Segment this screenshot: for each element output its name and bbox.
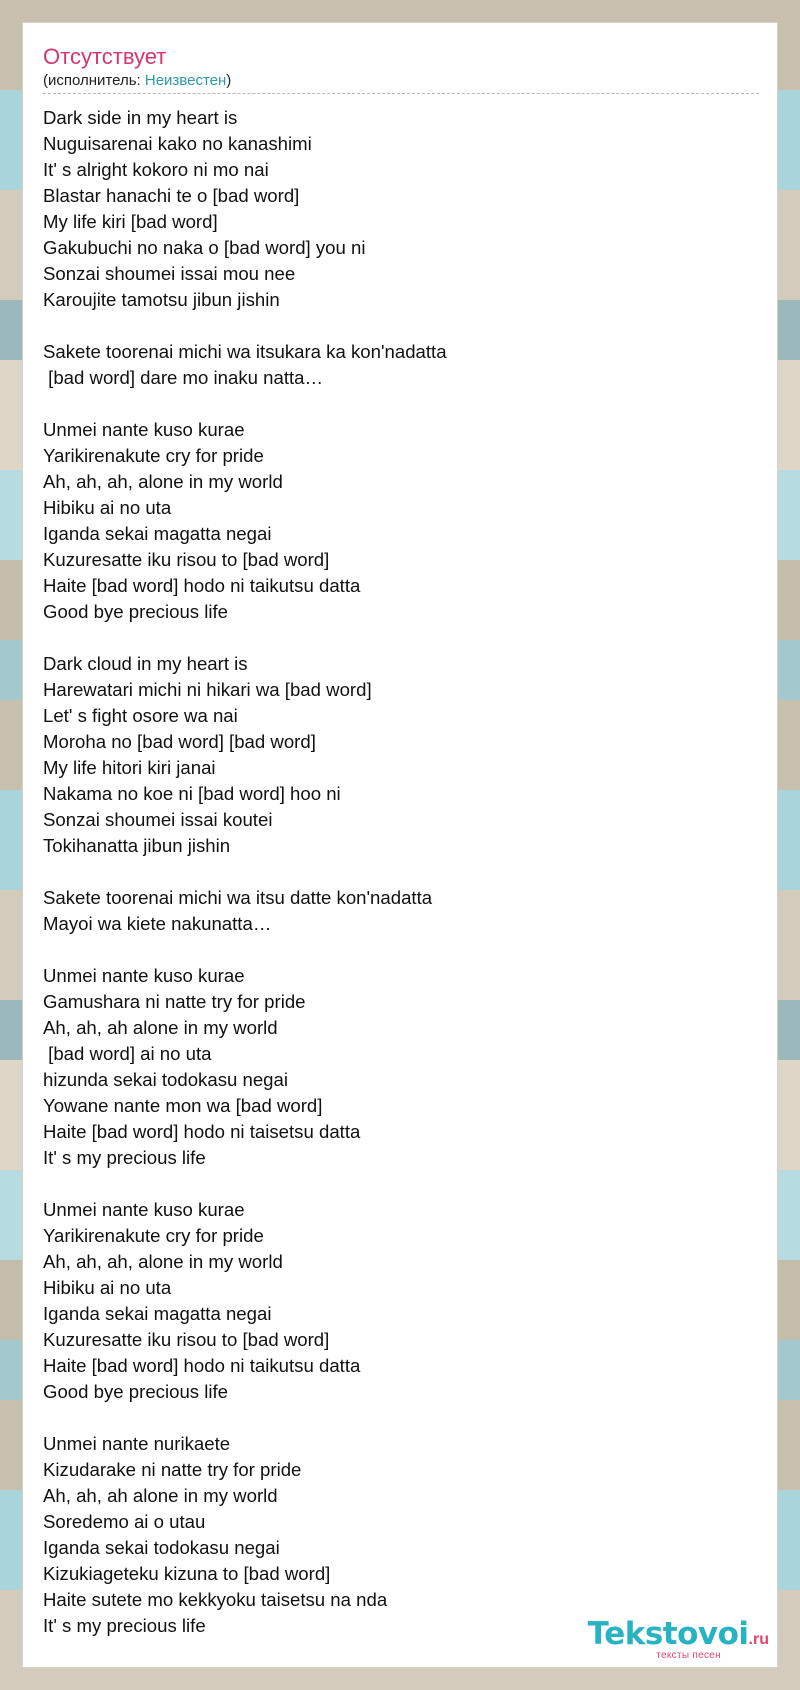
lyrics-line: It' s alright kokoro ni mo nai [43, 159, 269, 180]
lyrics-line: Ah, ah, ah alone in my world [43, 1485, 278, 1506]
lyrics-line: It' s my precious life [43, 1615, 206, 1636]
lyrics-line: Soredemo ai o utau [43, 1511, 206, 1532]
lyrics-line: Unmei nante kuso kurae [43, 965, 245, 986]
logo-tld: .ru [748, 1631, 769, 1648]
artist-prefix: (исполнитель: [43, 72, 145, 89]
lyrics-line: Blastar hanachi te o [bad word] [43, 185, 300, 206]
lyrics-page [22, 22, 778, 1668]
lyrics-line: Good bye precious life [43, 1381, 229, 1402]
lyrics-line: Hibiku ai no uta [43, 1277, 172, 1298]
lyrics-line: Unmei nante kuso kurae [43, 419, 245, 440]
lyrics-line: Kuzuresatte iku risou to [bad word] [43, 1329, 330, 1350]
lyrics-line: Sakete toorenai michi wa itsu datte kon'nadatta [43, 887, 433, 908]
lyrics-line: Ah, ah, ah alone in my world [43, 1017, 278, 1038]
lyrics-text [43, 105, 759, 1639]
artist-suffix: ) [226, 72, 232, 89]
lyrics-line: Haite [bad word] hodo ni taikutsu datta [43, 1355, 361, 1376]
lyrics-line: Sonzai shoumei issai mou nee [43, 263, 296, 284]
lyrics-line: It' s my precious life [43, 1147, 206, 1168]
song-title: Отсутствует [43, 44, 167, 69]
lyrics-line: Haite sutete mo kekkyoku taisetsu na nda [43, 1589, 388, 1610]
lyrics-line: Karoujite tamotsu jibun jishin [43, 289, 280, 310]
lyrics-line: Dark side in my heart is [43, 107, 238, 128]
lyrics-line: Kizudarake ni natte try for pride [43, 1459, 302, 1480]
lyrics-line: Kuzuresatte iku risou to [bad word] [43, 549, 330, 570]
lyrics-line: Gakubuchi no naka o [bad word] you ni [43, 237, 366, 258]
lyrics-line: [bad word] dare mo inaku natta… [43, 367, 324, 388]
logo-name: Tekstovoi [587, 1616, 749, 1652]
lyrics-line: Ah, ah, ah, alone in my world [43, 1251, 283, 1272]
lyrics-line: Sakete toorenai michi wa itsukara ka kon'nadatta [43, 341, 447, 362]
site-logo[interactable] [588, 1618, 769, 1661]
lyrics-line: Mayoi wa kiete nakunatta… [43, 913, 272, 934]
logo-tagline: тексты песен [656, 1650, 721, 1661]
lyrics-line: Nuguisarenai kako no kanashimi [43, 133, 312, 154]
lyrics-line: Moroha no [bad word] [bad word] [43, 731, 316, 752]
lyrics-line: Harewatari michi ni hikari wa [bad word] [43, 679, 372, 700]
artist-line [43, 71, 759, 91]
lyrics-line: My life kiri [bad word] [43, 211, 218, 232]
lyrics-line: Haite [bad word] hodo ni taisetsu datta [43, 1121, 361, 1142]
lyrics-line: My life hitori kiri janai [43, 757, 216, 778]
song-header [43, 43, 759, 94]
lyrics-line: Yarikirenakute cry for pride [43, 445, 264, 466]
lyrics-line: Ah, ah, ah, alone in my world [43, 471, 283, 492]
lyrics-line: Sonzai shoumei issai koutei [43, 809, 273, 830]
lyrics-line: Let' s fight osore wa nai [43, 705, 238, 726]
lyrics-line: Nakama no koe ni [bad word] hoo ni [43, 783, 341, 804]
artist-link[interactable]: Неизвестен [144, 72, 227, 89]
lyrics-line: Gamushara ni natte try for pride [43, 991, 306, 1012]
lyrics-line: Dark cloud in my heart is [43, 653, 248, 674]
lyrics-line: Unmei nante nurikaete [43, 1433, 231, 1454]
lyrics-line: Yowane nante mon wa [bad word] [43, 1095, 323, 1116]
lyrics-line: hizunda sekai todokasu negai [43, 1069, 288, 1090]
lyrics-line: Tokihanatta jibun jishin [43, 835, 231, 856]
lyrics-line: Yarikirenakute cry for pride [43, 1225, 264, 1246]
lyrics-line: Iganda sekai magatta negai [43, 1303, 272, 1324]
lyrics-line: Kizukiageteku kizuna to [bad word] [43, 1563, 331, 1584]
lyrics-line: Hibiku ai no uta [43, 497, 172, 518]
lyrics-line: Unmei nante kuso kurae [43, 1199, 245, 1220]
lyrics-line: Good bye precious life [43, 601, 229, 622]
lyrics-line: Haite [bad word] hodo ni taikutsu datta [43, 575, 361, 596]
lyrics-line: Iganda sekai magatta negai [43, 523, 272, 544]
lyrics-line: [bad word] ai no uta [43, 1043, 212, 1064]
lyrics-line: Iganda sekai todokasu negai [43, 1537, 280, 1558]
